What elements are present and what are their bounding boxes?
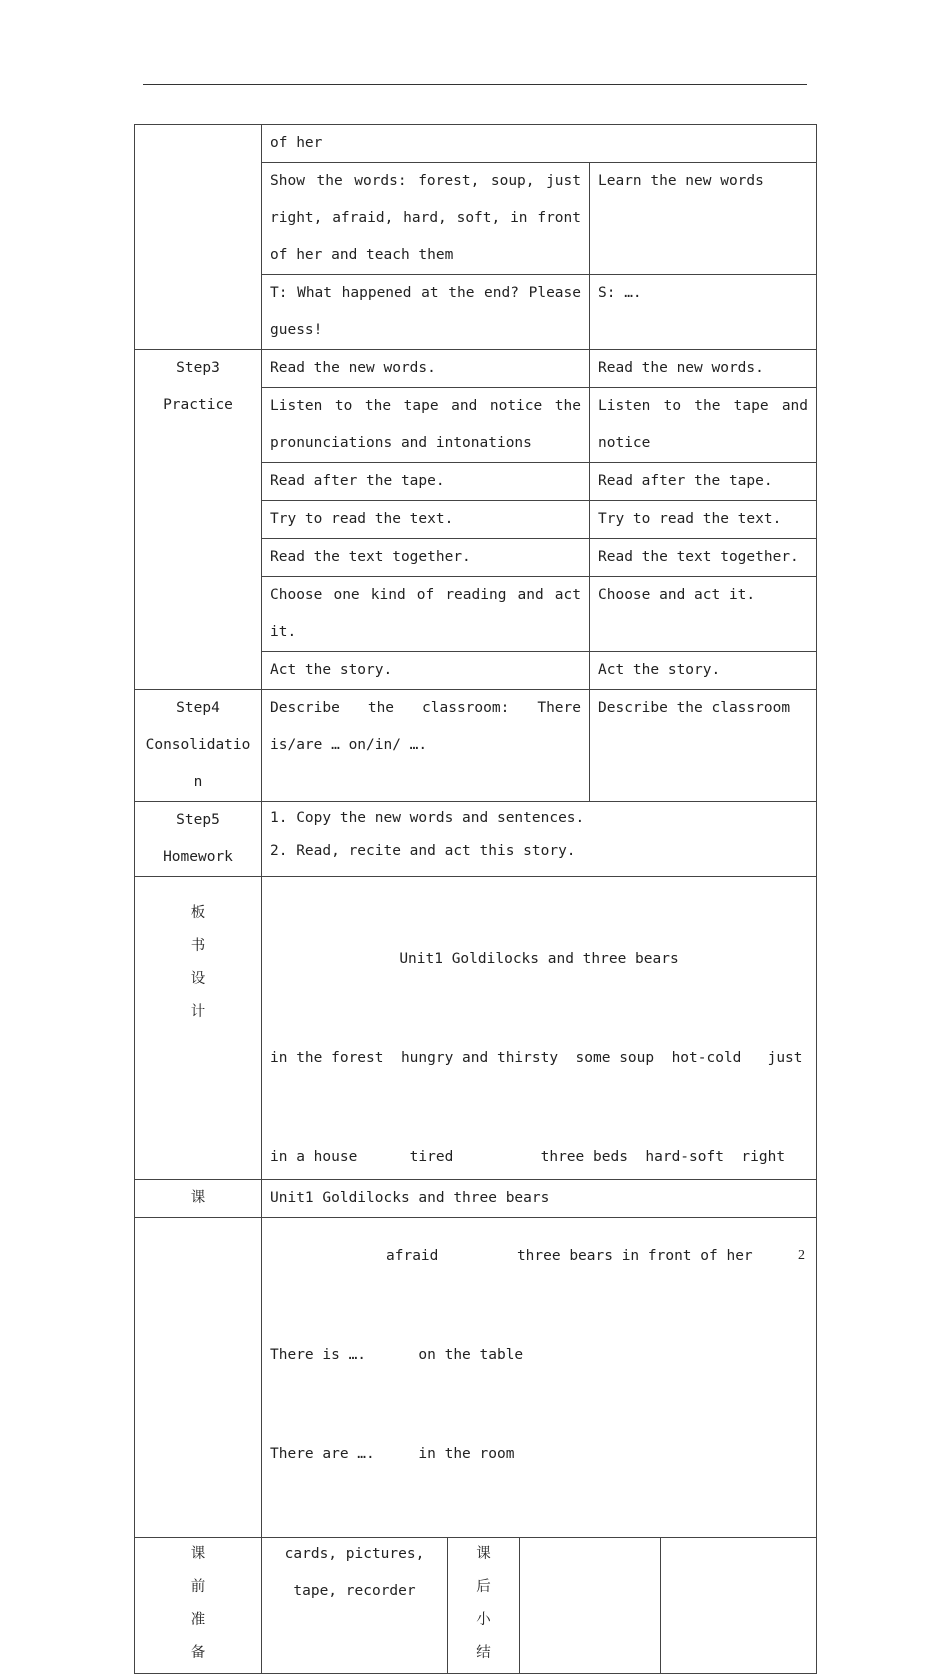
next-lesson-title: Unit1 Goldilocks and three bears <box>262 1180 817 1218</box>
student-activity: Read the text together. <box>590 539 817 577</box>
teacher-activity: of her <box>262 125 817 163</box>
label-char: 准 <box>190 1612 206 1628</box>
step-label <box>135 802 262 877</box>
teacher-activity: T: What happened at the end? Please guess! <box>262 275 590 350</box>
header-rule <box>143 84 807 85</box>
board-line: in a house tired three beds hard-soft right <box>270 1149 786 1165</box>
teacher-activity: Act the story. <box>262 652 590 690</box>
teacher-activity: Describe the classroom: There is/are … on/in/ …. <box>262 690 590 802</box>
step-label <box>135 350 262 690</box>
label-char: 前 <box>190 1579 206 1595</box>
step-cell-empty <box>135 125 262 350</box>
step-title: Practice <box>163 397 233 413</box>
label-char: 课 <box>190 1546 206 1562</box>
label-char: 设 <box>190 971 206 987</box>
table-row <box>135 125 817 163</box>
board-title: Unit1 Goldilocks and three bears <box>399 951 679 967</box>
step-number: Step5 <box>176 812 220 828</box>
label-char: 小 <box>476 1612 491 1628</box>
table-row <box>135 1180 817 1218</box>
label-char: 后 <box>476 1579 491 1595</box>
label-char: 计 <box>190 1004 206 1020</box>
teacher-activity: Read the new words. <box>262 350 590 388</box>
label-char: 书 <box>190 938 206 954</box>
student-activity: Read after the tape. <box>590 463 817 501</box>
step-number: Step3 <box>176 360 220 376</box>
page-number: 2 <box>798 1248 805 1263</box>
preparation-item: cards, pictures, <box>284 1546 425 1562</box>
teacher-activity: Listen to the tape and notice the pronunciations and intonations <box>262 388 590 463</box>
lesson-plan-table <box>134 124 817 1674</box>
student-activity: Try to read the text. <box>590 501 817 539</box>
teacher-activity: Read after the tape. <box>262 463 590 501</box>
student-activity: Listen to the tape and notice <box>590 388 817 463</box>
teacher-activity: Read the text together. <box>262 539 590 577</box>
student-activity: Learn the new words <box>590 163 817 275</box>
table-row <box>135 1538 817 1674</box>
summary-label-wrap <box>448 1538 661 1674</box>
student-activity: Act the story. <box>590 652 817 690</box>
label-char: 备 <box>190 1645 206 1661</box>
preparation-item: tape, recorder <box>293 1583 416 1599</box>
board-line: in the forest hungry and thirsty some soup hot-cold just <box>270 1050 803 1066</box>
homework-item: 1. Copy the new words and sentences. <box>270 810 585 826</box>
table-row <box>135 802 817 877</box>
board-line: There is …. on the table <box>270 1347 524 1363</box>
label-char: 课 <box>476 1546 491 1562</box>
step-title: Consolidation <box>145 737 251 790</box>
table-row <box>135 690 817 802</box>
teacher-activity: Show the words: forest, soup, just right, afraid, hard, soft, in front of her and teach them <box>262 163 590 275</box>
student-activity: Read the new words. <box>590 350 817 388</box>
teacher-activity: Try to read the text. <box>262 501 590 539</box>
preparation-label <box>135 1538 262 1674</box>
board-line: There are …. in the room <box>270 1446 515 1462</box>
next-lesson-table <box>134 1179 817 1218</box>
step-number: Step4 <box>176 700 220 716</box>
homework-cell <box>262 802 817 877</box>
homework-item: 2. Read, recite and act this story. <box>270 843 576 859</box>
student-activity: S: …. <box>590 275 817 350</box>
student-activity: Choose and act it. <box>590 577 817 652</box>
summary-content <box>661 1538 817 1674</box>
summary-label <box>448 1538 520 1673</box>
step-label <box>135 690 262 802</box>
step-title: Homework <box>163 849 233 865</box>
table-row <box>135 350 817 388</box>
label-char: 结 <box>476 1645 491 1661</box>
preparation-content <box>262 1538 448 1674</box>
label-char: 板 <box>190 905 206 921</box>
board-line: afraid three bears in front of her <box>386 1248 753 1264</box>
student-activity: Describe the classroom <box>590 690 817 802</box>
teacher-activity: Choose one kind of reading and act it. <box>262 577 590 652</box>
next-lesson-label: 课 <box>135 1180 262 1218</box>
